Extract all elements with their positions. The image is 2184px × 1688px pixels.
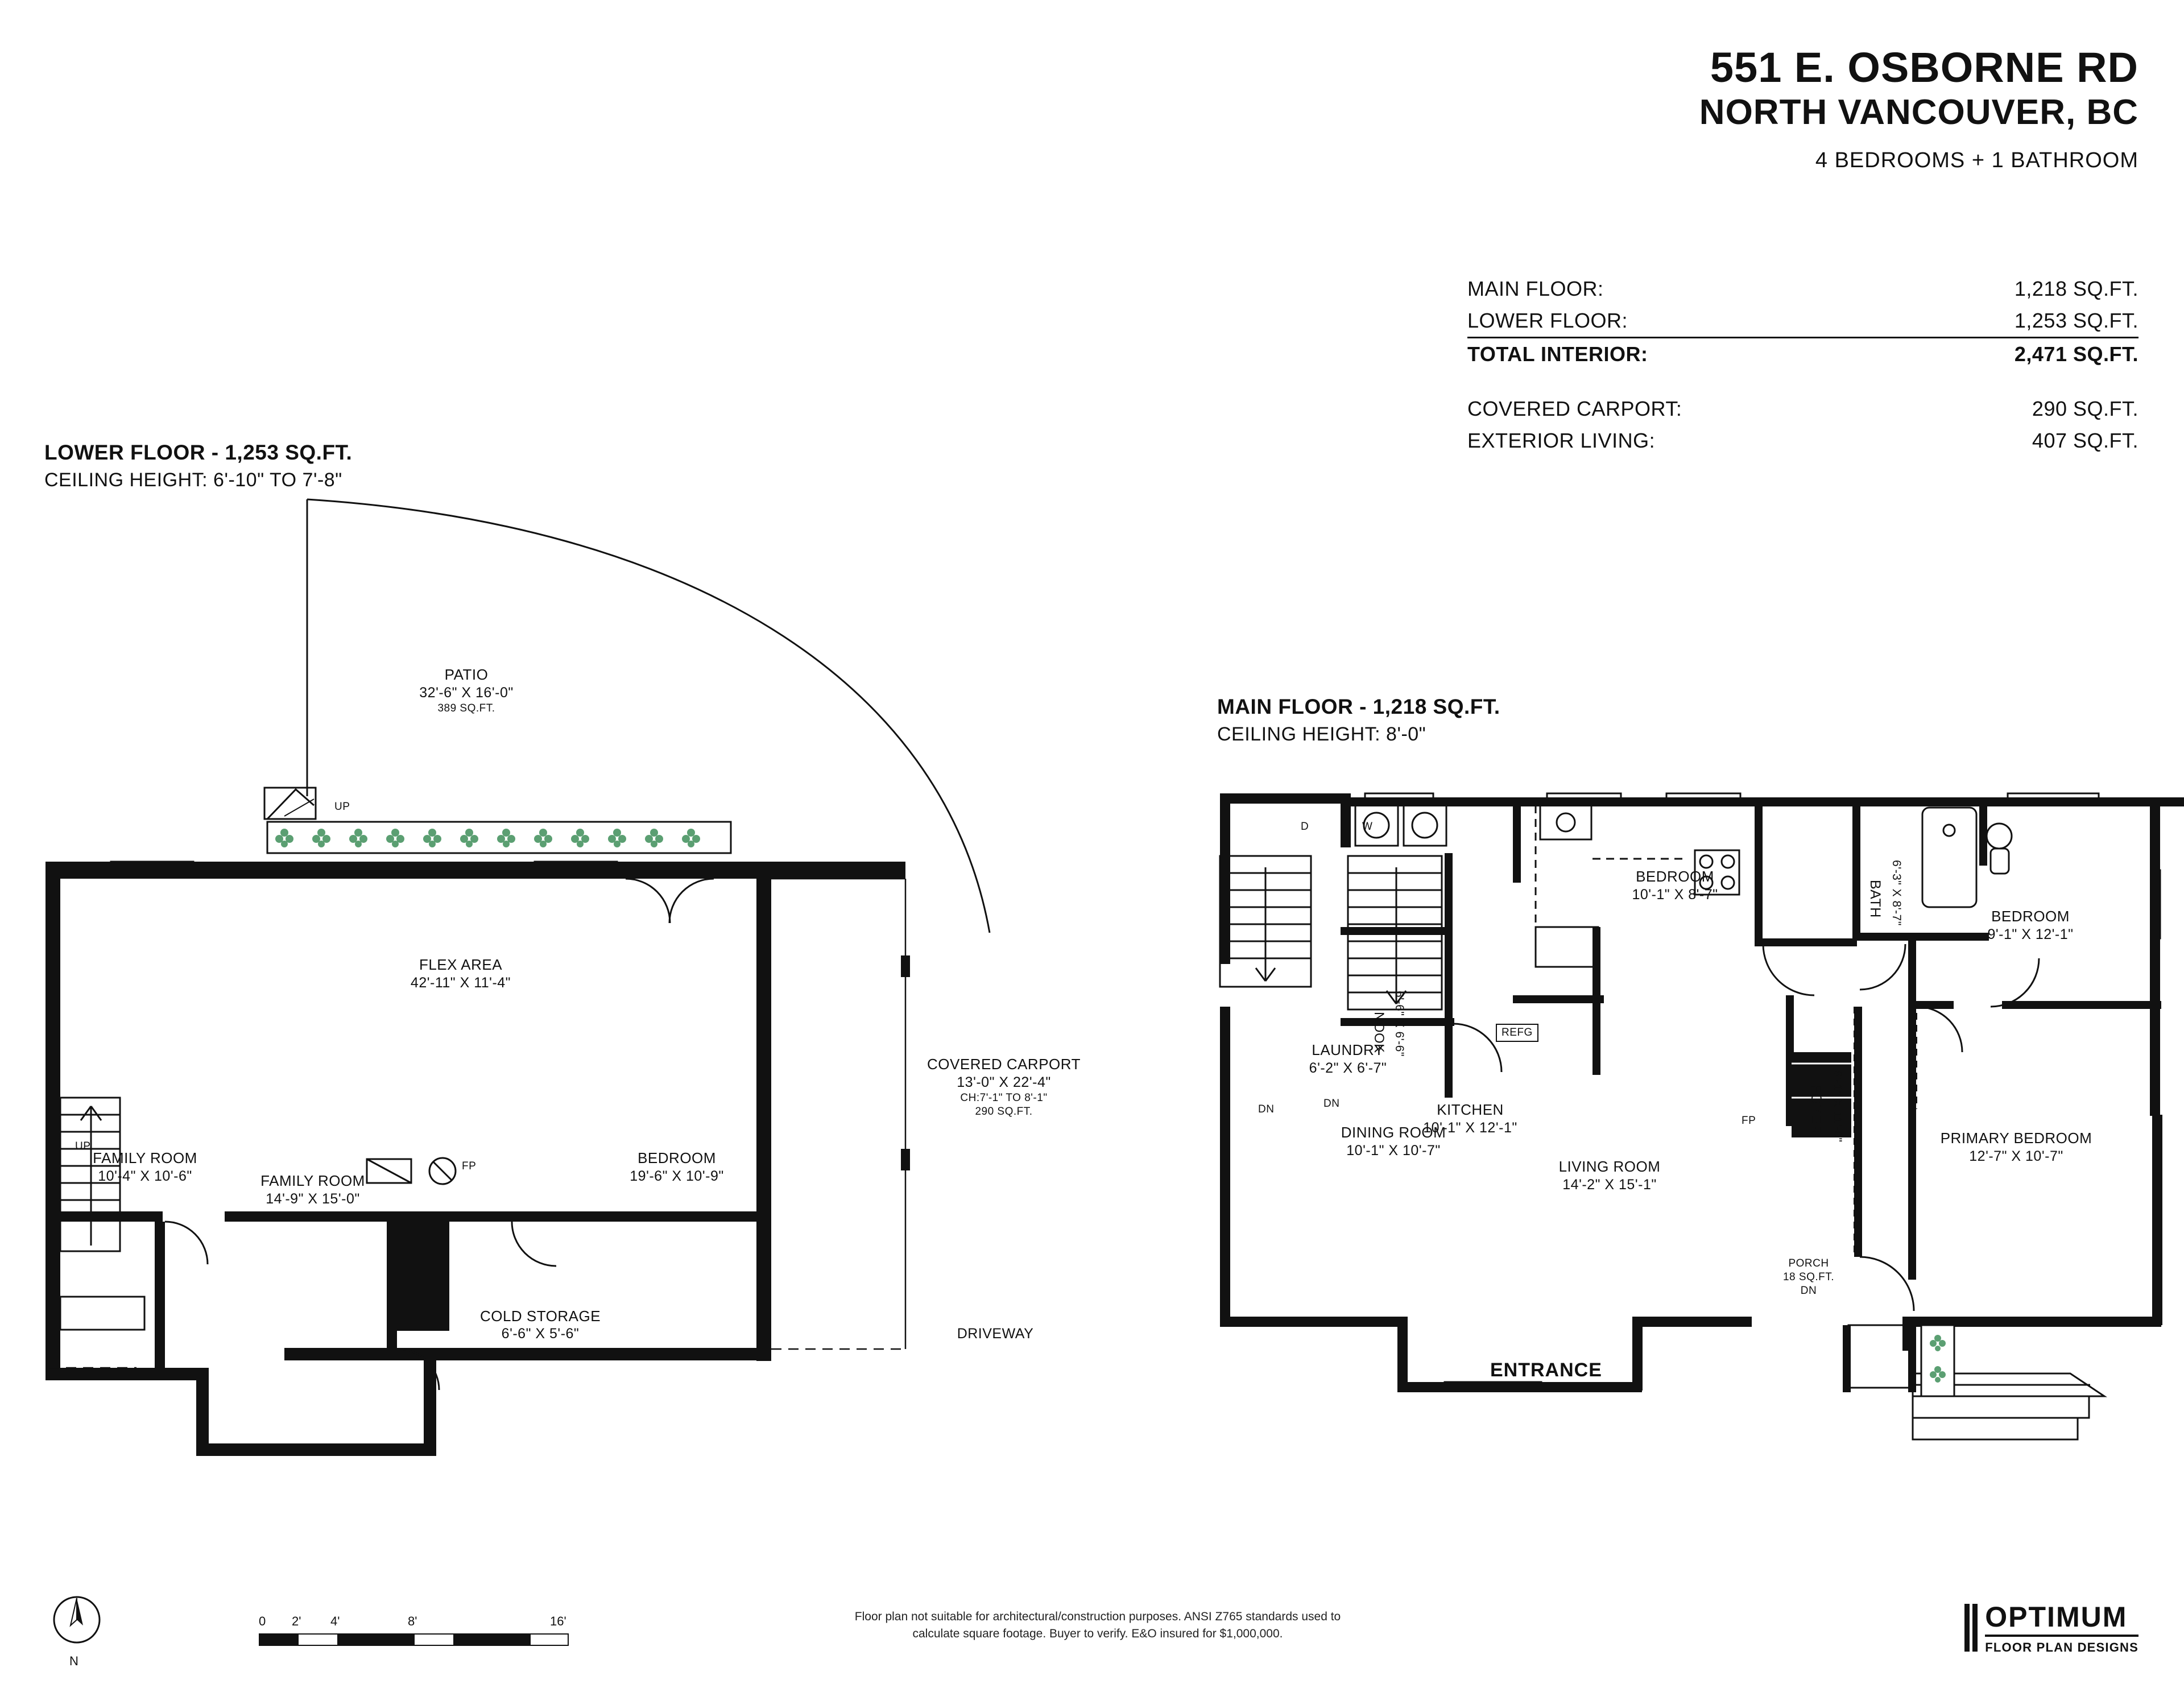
room-name: LIVING ROOM <box>1558 1158 1661 1175</box>
subtitle-city: NORTH VANCOUVER, BC <box>1699 92 2138 132</box>
room-label-covered-carport <box>884 1055 1123 1118</box>
disclaimer-line-1: Floor plan not suitable for architectural/construction purposes. ANSI Z765 standards used to <box>854 1610 1341 1623</box>
scale-tick: 8' <box>408 1614 417 1628</box>
lower-floor-ceiling: CEILING HEIGHT: 6'-10" TO 7'-8" <box>44 469 342 491</box>
room-ceiling: CH:7'-1" TO 8'-1" <box>960 1091 1048 1104</box>
stat-label: EXTERIOR LIVING: <box>1467 429 1656 452</box>
lower-floor-partitions <box>60 1211 759 1368</box>
room-label-family-room-2 <box>222 1172 404 1208</box>
main-floor-heading <box>1217 695 1500 746</box>
room-label-bedroom-main <box>1590 867 1760 904</box>
north-letter: N <box>69 1654 78 1668</box>
entrance-label: ENTRANCE <box>1490 1359 1602 1386</box>
room-dims: 14'-9" X 15'-0" <box>266 1190 360 1207</box>
room-name: FLEX AREA <box>419 956 503 973</box>
entry-porch <box>1848 1325 2104 1439</box>
room-name: FAMILY ROOM <box>260 1172 365 1189</box>
compass-icon <box>51 1592 102 1652</box>
stat-row <box>1467 393 2138 425</box>
company-logo <box>1980 1603 2138 1655</box>
room-dims: 6'-6" X 5'-6" <box>501 1325 580 1342</box>
reference-lines <box>1854 1001 1917 1257</box>
room-label-cold-storage <box>472 1308 609 1343</box>
scale-tick: 0 <box>259 1614 266 1628</box>
room-label-flex-area <box>367 955 555 992</box>
main-stair-dn-left <box>1220 856 1311 987</box>
room-dims: 10'-1" X 8'-7" <box>1632 886 1718 903</box>
scale-tick: 16' <box>550 1614 566 1628</box>
room-name: BEDROOM <box>638 1149 716 1166</box>
room-sqft: 18 SQ.FT. <box>1782 1271 1835 1283</box>
disclaimer <box>785 1608 1410 1643</box>
stat-label: COVERED CARPORT: <box>1467 397 1682 420</box>
room-name: PATIO <box>444 666 489 683</box>
room-dims-bath <box>1889 836 1903 950</box>
room-name: BEDROOM <box>1991 908 2070 925</box>
main-floor-title: MAIN FLOOR - 1,218 SQ.FT. <box>1217 695 1500 718</box>
room-name: DINING ROOM <box>1341 1124 1446 1141</box>
area-summary-table <box>1467 273 2138 457</box>
scale-bar-graphic <box>259 1633 569 1646</box>
title-block <box>1285 45 2138 173</box>
room-label-foyer <box>1807 1055 1824 1163</box>
room-label-bath <box>1867 847 1883 950</box>
marker-up-stair: UP <box>75 1140 91 1152</box>
page-title: 551 E. OSBORNE RD <box>1710 44 2138 91</box>
disclaimer-line-2: calculate square footage. Buyer to verify. E&O insured for $1,000,000. <box>912 1627 1283 1641</box>
room-dims: 13'-0" X 22'-4" <box>957 1074 1051 1090</box>
bath-fixtures <box>1922 808 2012 907</box>
room-dims: 9'-1" X 12'-1" <box>1987 926 2074 942</box>
room-label-nook <box>1371 981 1387 1083</box>
stat-label: MAIN FLOOR: <box>1467 277 1604 300</box>
room-dims: 10'-1" X 12'-1" <box>1423 1119 1517 1136</box>
room-label-driveway <box>921 1325 1069 1343</box>
bed-bath-summary: 4 BEDROOMS + 1 BATHROOM <box>1815 148 2138 172</box>
stat-value: 407 SQ.FT. <box>2032 429 2138 452</box>
room-label-bedroom-lower <box>580 1149 774 1185</box>
lower-floor-title: LOWER FLOOR - 1,253 SQ.FT. <box>44 441 353 464</box>
marker-dn-2: DN <box>1323 1098 1340 1110</box>
room-name: PRIMARY BEDROOM <box>1940 1130 2092 1147</box>
logo-name: OPTIMUM <box>1985 1601 2128 1633</box>
room-name: NOOK <box>1371 1011 1387 1053</box>
room-label-family-room-1 <box>63 1149 228 1185</box>
room-label-porch <box>1763 1257 1854 1297</box>
room-dims: 6'-1" X 11'-0" <box>1831 1070 1844 1143</box>
room-label-dining-room <box>1302 1123 1484 1160</box>
scale-bar <box>259 1614 569 1646</box>
stat-label: TOTAL INTERIOR: <box>1467 342 1648 366</box>
built-in-furniture <box>60 1297 144 1330</box>
room-name: DRIVEWAY <box>957 1326 1034 1342</box>
room-dims: 10'-1" X 10'-7" <box>1346 1142 1441 1159</box>
room-dims: 6'-2" X 6'-7" <box>1309 1060 1387 1076</box>
stat-row <box>1467 425 2138 457</box>
room-dims: 19'-6" X 10'-9" <box>630 1168 724 1184</box>
room-name: FAMILY ROOM <box>93 1149 197 1166</box>
room-dims: 12'-7" X 10'-7" <box>1969 1148 2063 1164</box>
marker-dn-1: DN <box>1258 1103 1275 1115</box>
room-sqft: 290 SQ.FT. <box>975 1105 1033 1118</box>
label-washer: W <box>1362 821 1373 833</box>
stat-label: LOWER FLOOR: <box>1467 309 1628 332</box>
room-dims: 42'-11" X 11'-4" <box>410 974 511 991</box>
room-name: COVERED CARPORT <box>927 1056 1081 1073</box>
stat-row-total <box>1467 338 2138 370</box>
stat-value: 1,218 SQ.FT. <box>2014 277 2138 300</box>
room-dims: 6'-3" X 8'-7" <box>1890 860 1903 926</box>
room-label-living-room <box>1513 1157 1706 1194</box>
main-floor-ceiling: CEILING HEIGHT: 8'-0" <box>1217 723 1426 745</box>
room-name: KITCHEN <box>1437 1101 1504 1118</box>
logo-tagline: FLOOR PLAN DESIGNS <box>1985 1640 2138 1654</box>
marker-fp-lower: FP <box>462 1160 477 1172</box>
label-dryer: D <box>1301 821 1309 833</box>
stat-row <box>1467 273 2138 305</box>
room-name: BATH <box>1867 879 1883 918</box>
room-name: LAUNDRY <box>1312 1041 1384 1058</box>
label-refrigerator: REFG <box>1496 1024 1538 1042</box>
room-dims: 14'-2" X 15'-1" <box>1562 1176 1657 1193</box>
stat-value: 1,253 SQ.FT. <box>2014 309 2138 332</box>
marker-dn-porch: DN <box>1800 1284 1817 1297</box>
north-arrow-icon <box>51 1592 102 1672</box>
room-label-patio <box>381 665 552 715</box>
room-dims-foyer <box>1830 1046 1844 1166</box>
room-dims-nook <box>1392 967 1406 1081</box>
marker-fp-main: FP <box>1742 1115 1756 1127</box>
marker-up-patio: UP <box>334 801 350 813</box>
stat-value: 2,471 SQ.FT. <box>2014 342 2138 366</box>
scale-tick: 2' <box>292 1614 301 1628</box>
room-dims: 10'-4" X 10'-6" <box>98 1168 192 1184</box>
room-name: FOYER <box>1808 1083 1824 1135</box>
room-sqft: 389 SQ.FT. <box>437 702 495 714</box>
room-label-primary-bedroom <box>1908 1129 2124 1165</box>
room-name: PORCH <box>1788 1257 1829 1269</box>
room-name: COLD STORAGE <box>479 1308 601 1325</box>
scale-tick: 4' <box>330 1614 340 1628</box>
stat-row <box>1467 305 2138 338</box>
lower-floor-heading <box>44 441 352 491</box>
room-dims: 32'-6" X 16'-0" <box>419 684 514 701</box>
room-dims: 6'-6" X 6'-6" <box>1393 991 1406 1057</box>
room-label-bedroom-right <box>1945 907 2116 944</box>
stat-value: 290 SQ.FT. <box>2032 397 2138 420</box>
room-name: BEDROOM <box>1636 868 1714 885</box>
